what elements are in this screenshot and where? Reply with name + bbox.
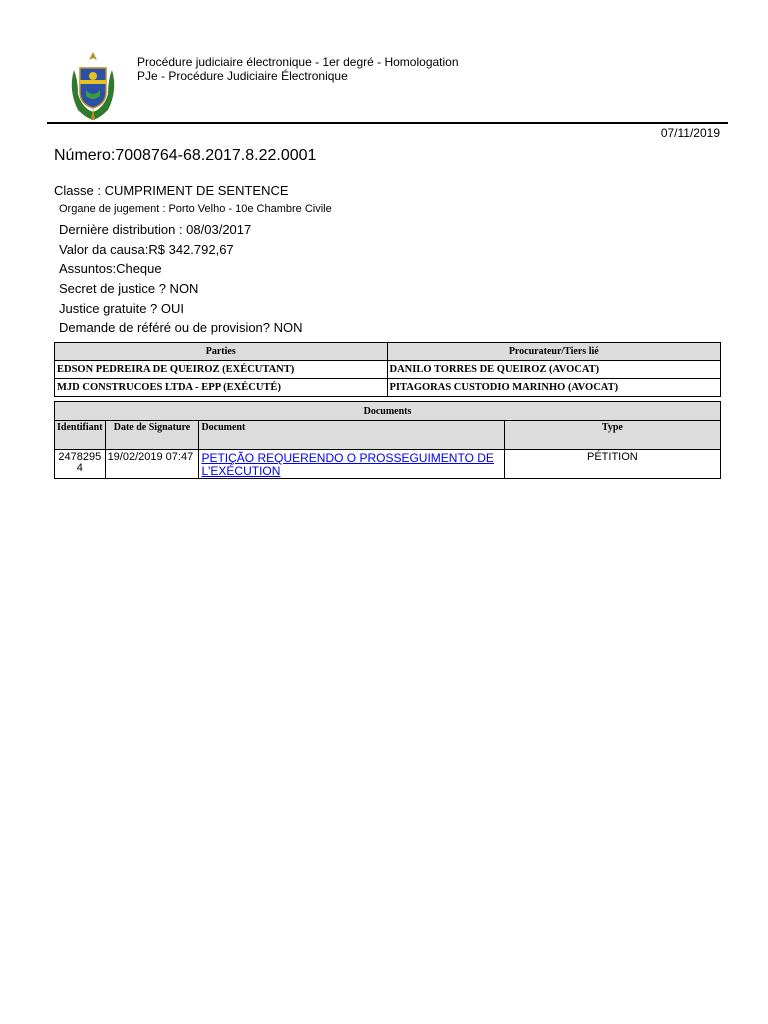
header-system-title: Procédure judiciaire électronique - 1er degré - Homologation [137, 55, 459, 69]
documents-title: Documents [55, 402, 721, 421]
documents-table [54, 401, 721, 479]
print-date: 07/11/2019 [660, 126, 720, 140]
field-organe: Organe de jugement : Porto Velho - 10e Chambre Civile [59, 203, 332, 215]
parties-header: Parties [55, 343, 388, 361]
field-assuntos: Assuntos:Cheque [59, 261, 162, 276]
document-link[interactable]: PETIÇÃO REQUERENDO O PROSSEGUIMENTO DE L'EXÉCUTION [201, 451, 494, 478]
date-signature-header: Date de Signature [105, 421, 199, 450]
documents-header-row [55, 421, 721, 450]
coat-of-arms-logo [64, 50, 122, 122]
header-system-subtitle: PJe - Procédure Judiciaire Électronique [137, 69, 348, 83]
field-gratuite: Justice gratuite ? OUI [59, 301, 184, 316]
field-secret: Secret de justice ? NON [59, 281, 199, 296]
party-name: EDSON PEDREIRA DE QUEIROZ (EXÉCUTANT) [55, 361, 388, 379]
table-row [55, 361, 721, 379]
party-name: MJD CONSTRUCOES LTDA - EPP (EXÉCUTÉ) [55, 379, 388, 397]
type-header: Type [504, 421, 720, 450]
document-id: 24782954 [55, 450, 106, 479]
identifiant-header: Identifiant [55, 421, 106, 450]
field-demande: Demande de référé ou de provision? NON [59, 320, 303, 335]
parties-header-row [55, 343, 721, 361]
document-type: PÉTITION [504, 450, 720, 479]
process-number: Número:7008764-68.2017.8.22.0001 [54, 147, 317, 164]
lawyer-name: DANILO TORRES DE QUEIROZ (AVOCAT) [387, 361, 720, 379]
field-distribution: Dernière distribution : 08/03/2017 [59, 222, 252, 237]
document-header [137, 55, 459, 83]
document-date: 19/02/2019 07:47 [105, 450, 199, 479]
procurateur-header: Procurateur/Tiers lié [387, 343, 720, 361]
parties-table [54, 342, 721, 397]
table-row [55, 379, 721, 397]
lawyer-name: PITAGORAS CUSTODIO MARINHO (AVOCAT) [387, 379, 720, 397]
documents-title-row [55, 402, 721, 421]
table-row [55, 450, 721, 479]
document-header: Document [199, 421, 504, 450]
header-divider [47, 122, 728, 124]
field-classe: Classe : CUMPRIMENT DE SENTENCE [54, 183, 289, 198]
field-valor: Valor da causa:R$ 342.792,67 [59, 242, 234, 257]
